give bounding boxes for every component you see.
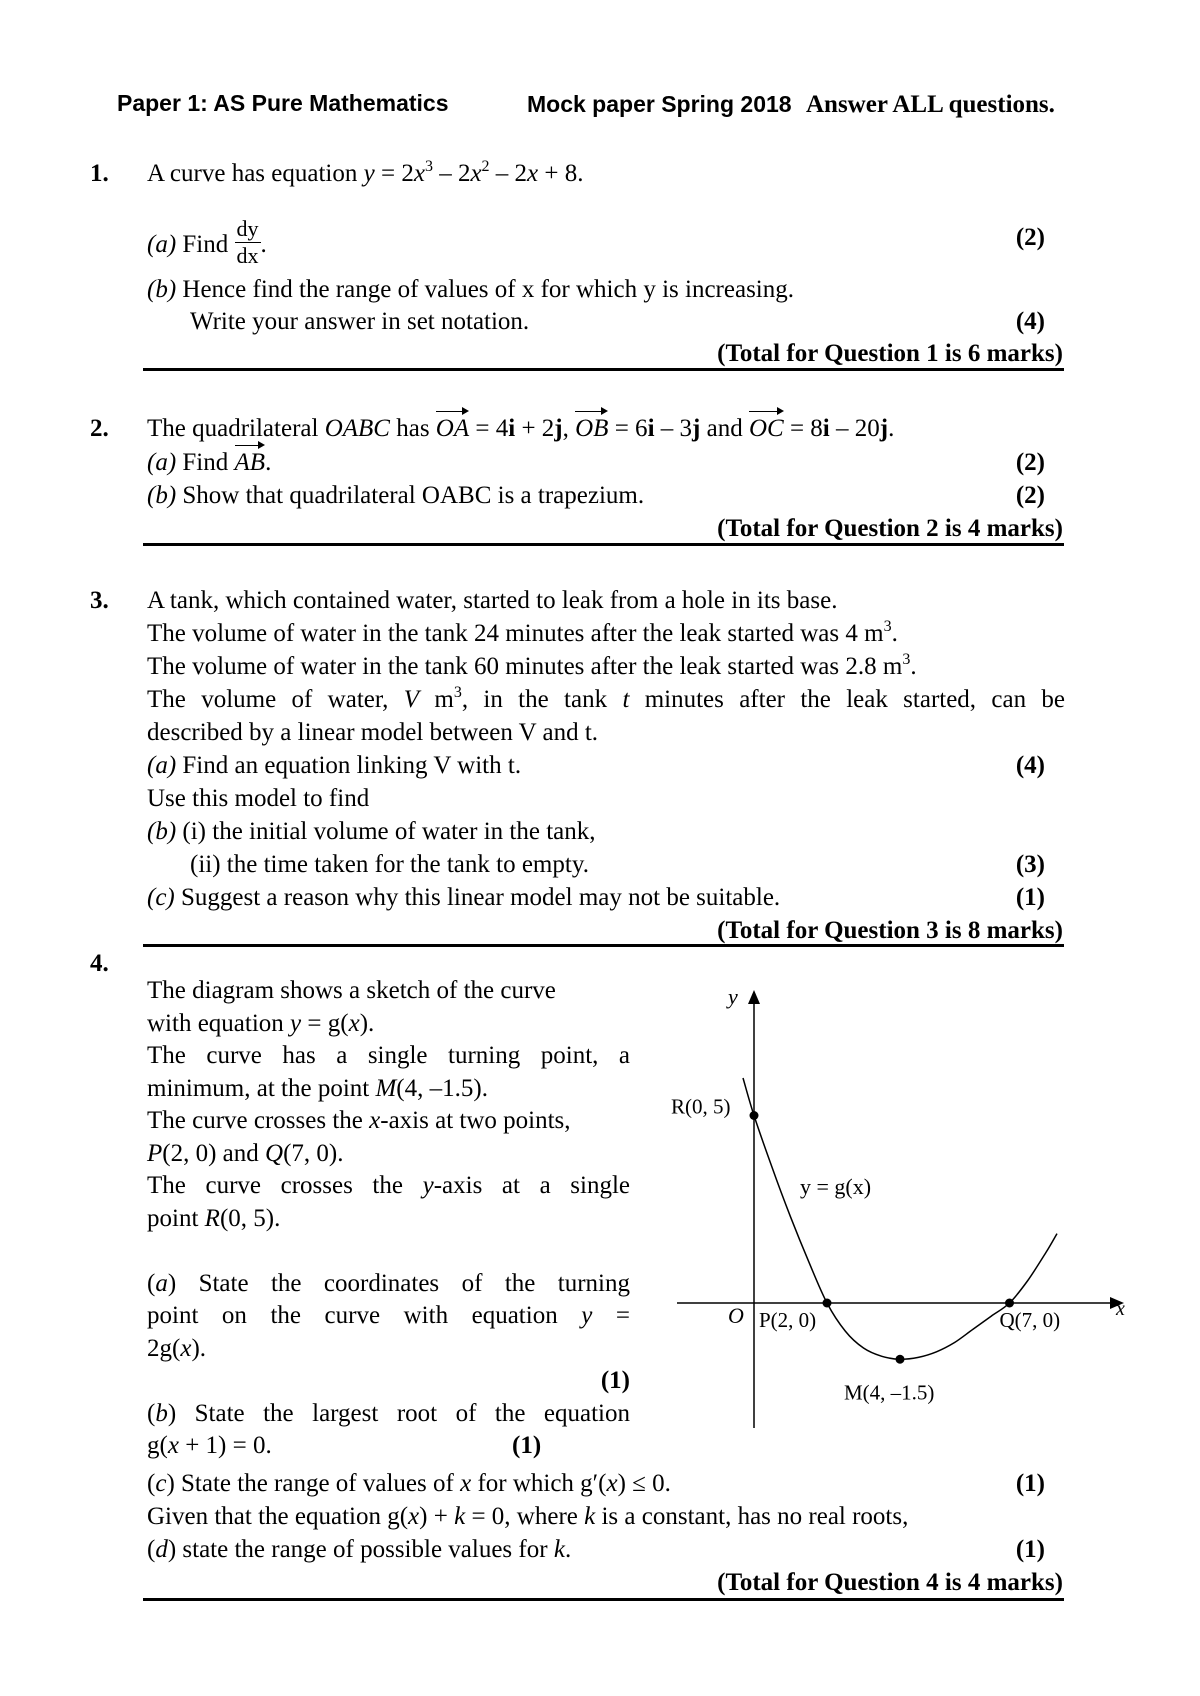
q3-use-model: Use this model to find [147, 785, 370, 812]
x-axis-label: x [1116, 1298, 1125, 1320]
q3-part-b-ii: (ii) the time taken for the tank to empty. [190, 851, 589, 878]
q3-line5: described by a linear model between V and t. [147, 719, 599, 746]
q4-number: 4. [90, 950, 109, 977]
point-marker [896, 1355, 905, 1364]
y-axis-label: y [728, 984, 738, 1009]
q2-number: 2. [90, 415, 109, 442]
q4-b-marks: (1) [512, 1432, 542, 1459]
point-marker [1005, 1299, 1014, 1308]
point-label: Q(7, 0) [999, 1308, 1061, 1332]
q4-total: (Total for Question 4 is 4 marks) [717, 1569, 1063, 1596]
q3-part-c: (c) Suggest a reason why this linear model may not be suitable. [147, 884, 781, 911]
q3-part-b-i: (b) (i) the initial volume of water in the tank, [147, 818, 596, 845]
q3-number: 3. [90, 587, 109, 614]
q2-b-marks: (2) [1015, 482, 1045, 509]
q2-part-a: (a) Find AB. [147, 449, 272, 476]
point-marker [823, 1299, 832, 1308]
q4-part-d: (d) state the range of possible values for k. [147, 1536, 572, 1563]
q4-text-column: The diagram shows a sketch of the curve with equation y = g(x). The curve has a single turning point, a minimum, at the point M(4, –1.5). The curve crosses the x-axis at two points, P(2, 0) and Q(7, 0). The curve crosses the y-axis at a single point R(0, 5). (a) State the coordinates of the turning point on the curve with equation y = 2g(x). (1) (b) State the largest root of the equation g(x + 1) = 0. (1) [147, 975, 630, 1463]
q1-part-b-line2: Write your answer in set notation. [190, 308, 530, 335]
q2-stem: The quadrilateral OABC has OA = 4i + 2j, OB = 6i – 3j and OC = 8i – 20j. [147, 415, 895, 442]
instruction: Answer ALL questions. [805, 91, 1055, 118]
divider [143, 368, 1064, 371]
q1-number: 1. [90, 160, 109, 187]
q3-total: (Total for Question 3 is 8 marks) [717, 917, 1063, 944]
curve-label: y = g(x) [800, 1174, 872, 1199]
q2-total: (Total for Question 2 is 4 marks) [717, 515, 1063, 542]
divider [143, 543, 1064, 546]
point-label: M(4, –1.5) [844, 1380, 935, 1405]
mock-title: Mock paper Spring 2018 [527, 91, 792, 117]
q2-a-marks: (2) [1015, 449, 1045, 476]
paper-header [117, 90, 1055, 118]
point-label: R(0, 5) [671, 1094, 731, 1119]
q1-total: (Total for Question 1 is 6 marks) [717, 340, 1063, 367]
q3-line4: The volume of water, V $m^3$, in the tank t minutes after the leak started, can be [147, 684, 1066, 713]
q1-b-marks: (4) [1015, 308, 1045, 335]
divider [143, 944, 1064, 947]
origin-label: O [728, 1303, 744, 1328]
q3-a-marks: (4) [1015, 752, 1045, 779]
point-label: P(2, 0) [759, 1308, 817, 1332]
q3-part-a: (a) Find an equation linking V with t. [147, 752, 522, 779]
q4-d-marks: (1) [1015, 1536, 1045, 1563]
q4-part-b: (b) State the largest root of the equation [147, 1399, 630, 1427]
q3-line1: A tank, which contained water, started to leak from a hole in its base. [147, 587, 838, 614]
point-marker [750, 1111, 759, 1120]
q4-part-a: (a) State the coordinates of the turning [147, 1269, 630, 1297]
q1-part-a: (a) Find $\frac{dy}{dx}$ . [147, 216, 267, 268]
q4-a-marks: (1) [600, 1367, 630, 1394]
q4-part-c: (c) State the range of values of x for which g′(x) ≤ 0. [147, 1470, 671, 1497]
divider [143, 1598, 1064, 1601]
q1-a-marks: (2) [1015, 224, 1045, 251]
q3-line3: The volume of water in the tank 60 minutes after the leak started was 2.8 $m^3$. [147, 651, 917, 680]
y-axis-arrow [748, 990, 760, 1004]
q4-c-marks: (1) [1015, 1470, 1045, 1497]
q3-b-marks: (3) [1015, 851, 1045, 878]
dy-dx-fraction: $\frac{dy}{dx}$ [236, 216, 259, 268]
curve-sketch [660, 980, 1130, 1440]
paper-title: Paper 1: AS Pure Mathematics [117, 90, 449, 116]
q1-stem: A curve has equation $y = 2x^3 - 2x^2 - 2x + 8$. [147, 158, 584, 187]
q3-line2: The volume of water in the tank 24 minutes after the leak started was 4 $m^3$. [147, 618, 898, 647]
q4-given: Given that the equation g(x) + k = 0, where k is a constant, has no real roots, [147, 1503, 909, 1530]
q2-part-b: (b) Show that quadrilateral OABC is a trapezium. [147, 482, 645, 509]
q3-c-marks: (1) [1015, 884, 1045, 911]
q1-part-b: (b) Hence find the range of values of x for which y is increasing. [147, 276, 795, 303]
